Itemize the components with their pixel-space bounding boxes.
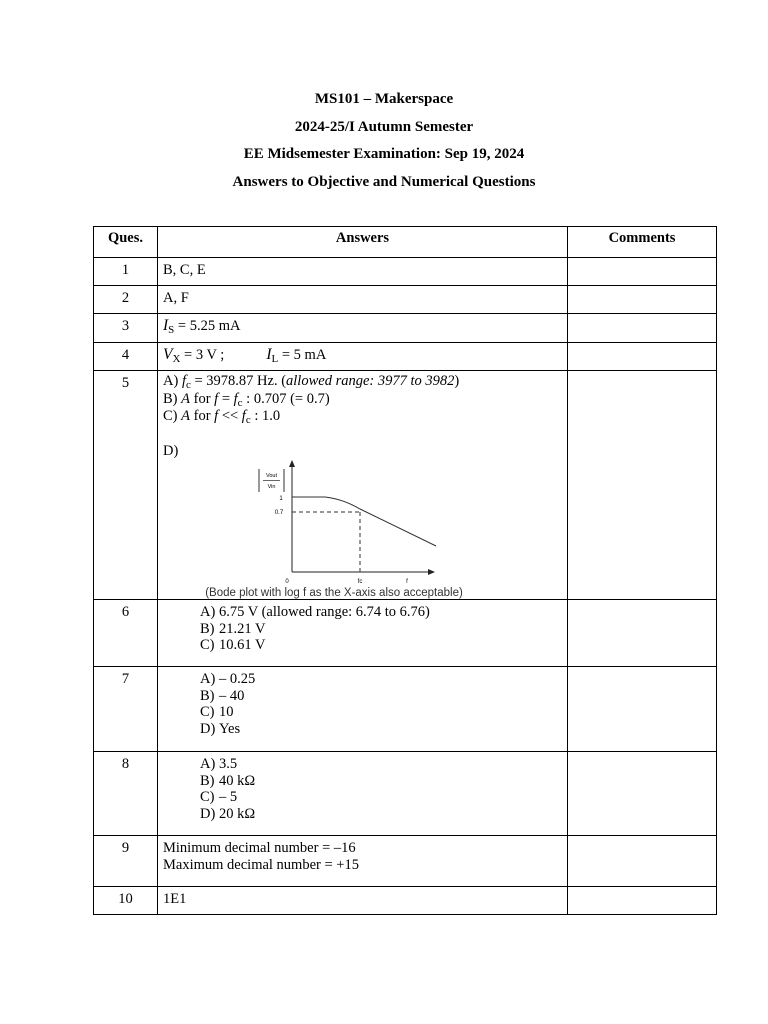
document-header [0,86,768,196]
answer-cell: 1E1 [158,887,568,915]
table-header-row [94,227,717,258]
list-item: A) 6.75 V (allowed range: 6.74 to 6.76) [200,604,430,620]
answer-cell: B, C, E [158,258,568,286]
answer-cell [158,667,568,752]
plot-caption: (Bode plot with log f as the X-axis also acceptable) [205,587,463,599]
semester-title: 2024-25/I Autumn Semester [294,118,474,135]
magnitude-curve [292,497,436,546]
list-item: B) 21.21 V [200,620,266,637]
answers-title: Answers to Objective and Numerical Questions [232,173,536,190]
table-row [94,667,717,752]
comment-cell [568,667,717,752]
answer-cell: A, F [158,286,568,314]
question-number: 4 [94,343,158,371]
x-axis-arrow [428,569,435,575]
list-item: B) – 40 [200,687,245,704]
answer-line-a: A) $f_c = 3978.87$ Hz. (allowed range: 3977 to 3982) [163,373,460,391]
tick-fc: fc [357,579,363,585]
col-header-ques: Ques. [94,227,158,258]
table-row [94,258,717,286]
list-item: A) – 0.25 [200,671,256,687]
list-item: D) 20 kΩ [200,805,256,822]
table-row [94,371,717,600]
tick-f: f [406,579,408,585]
list-item: C) 10.61 V [200,637,266,653]
comment-cell [568,836,717,887]
table-row [94,343,717,371]
list-item: B) 40 kΩ [200,772,256,789]
exam-title: EE Midsemester Examination: Sep 19, 2024 [243,146,525,162]
list-item: A) 3.5 [200,756,238,772]
y-axis-arrow [289,460,295,467]
sub-x: X [172,353,181,365]
ylabel-numerator: Vout [265,473,278,479]
tick-07: 0.7 [274,510,284,516]
table-row [94,286,717,314]
question-number: 5 [94,371,158,600]
bode-plot [188,459,488,599]
list-item: D) Yes [200,720,241,737]
answer-cell [158,836,568,887]
var-i: I [266,346,272,363]
comment-cell [568,371,717,600]
answer-cell [158,600,568,667]
question-number: 7 [94,667,158,752]
table-row [94,836,717,887]
comment-cell [568,258,717,286]
answer-cell [158,314,568,343]
question-number: 2 [94,286,158,314]
answer-line-max: Maximum decimal number = +15 [163,856,359,873]
table-row [94,314,717,343]
comment-cell [568,286,717,314]
question-number: 8 [94,752,158,836]
answer-value-2: = 5 mA [278,347,327,363]
tick-1: 1 [279,496,283,502]
answer-line-b: B) A for $f = f_c$ : 0.707 (= 0.7) [163,390,330,409]
question-number: 3 [94,314,158,343]
var-v: V [163,346,173,363]
comment-cell [568,887,717,915]
answers-table [93,226,717,915]
comment-cell [568,600,717,667]
table-row [94,887,717,915]
question-number: 1 [94,258,158,286]
var-i: I [163,317,169,334]
comment-cell [568,752,717,836]
list-item: C) – 5 [200,789,238,805]
answer-line-c: C) A for $f << f_c$ : 1.0 [163,408,281,426]
col-header-comments: Comments [568,227,717,258]
tick-0: 0 [285,579,289,585]
sub-s: S [168,324,175,336]
list-item: C) 10 [200,704,234,720]
comment-cell [568,343,717,371]
answer-line-min: Minimum decimal number = –16 [163,840,356,856]
answer-value: = 5.25 mA [174,318,241,334]
sub-l: L [271,353,279,365]
table-row [94,752,717,836]
answer-cell [158,752,568,836]
comment-cell [568,314,717,343]
answer-line-d: D) [163,442,179,459]
question-number: 6 [94,600,158,667]
question-number: 10 [94,887,158,915]
question-number: 9 [94,836,158,887]
col-header-answers: Answers [158,227,568,258]
course-title: MS101 – Makerspace [314,91,454,107]
answer-cell [158,371,568,600]
table-row [94,600,717,667]
answer-value-1: = 3 V ; [180,347,225,363]
ylabel-denominator: Vin [267,484,276,490]
answer-cell [158,343,568,371]
